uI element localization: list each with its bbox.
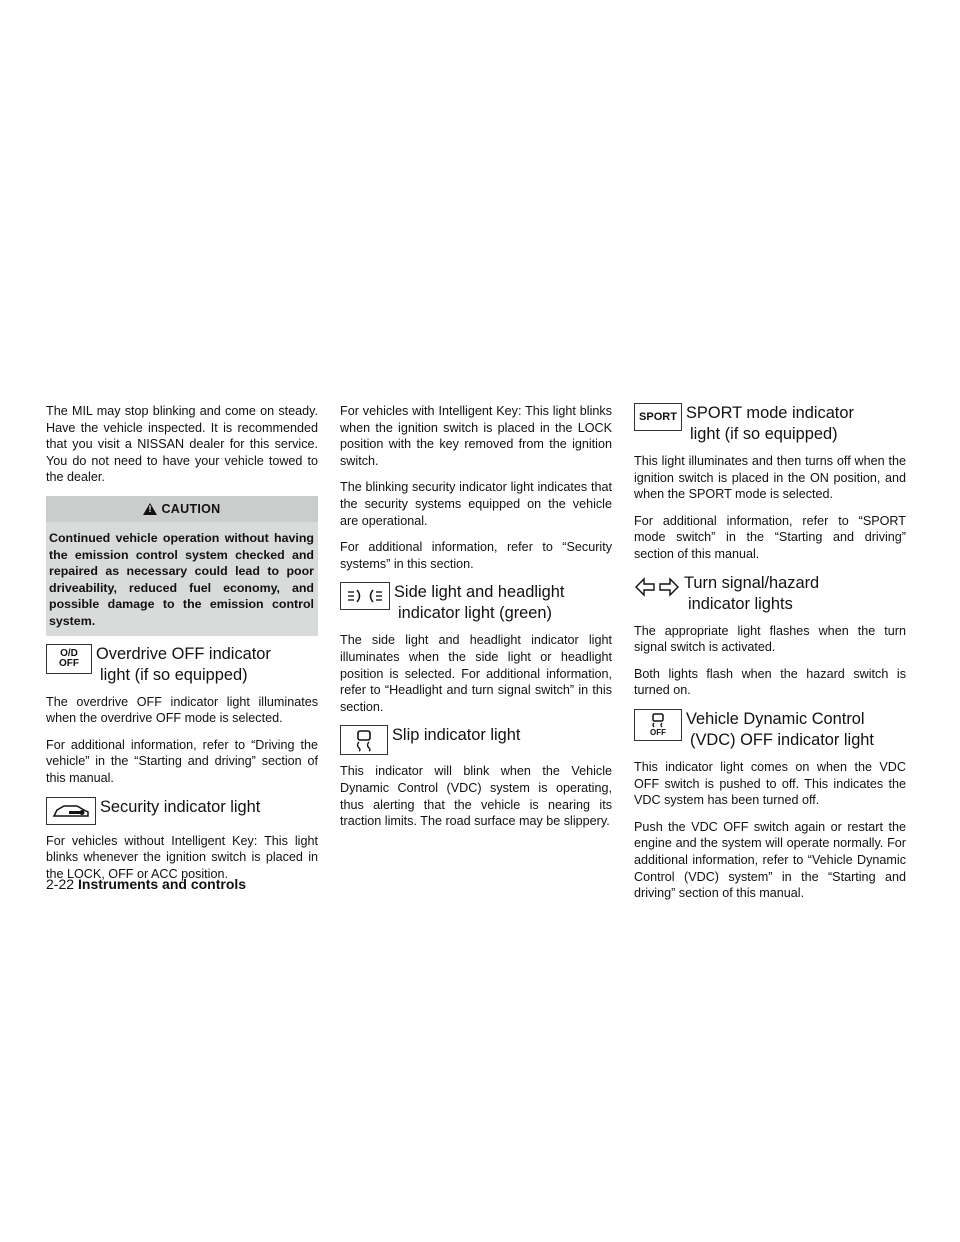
overdrive-title-line2: light (if so equipped) <box>100 665 248 684</box>
sport-mode-icon <box>634 403 682 431</box>
vdc-title-line2: (VDC) OFF indicator light <box>690 730 874 749</box>
sport-icon-label: SPORT <box>639 411 677 423</box>
security-title-line: Security indicator light <box>100 797 261 816</box>
security-paragraph-4: For additional information, refer to “Security systems” in this section. <box>340 540 612 571</box>
side-light-heading <box>340 582 612 624</box>
security-heading <box>46 797 318 825</box>
turn-signal-paragraph-1: The appropriate light flashes when the turn signal switch is activated. <box>634 623 906 655</box>
column-middle <box>340 403 612 840</box>
overdrive-off-icon <box>46 644 92 674</box>
slip-title-line: Slip indicator light <box>392 726 521 745</box>
vdc-heading <box>634 709 906 751</box>
vdc-title <box>682 709 874 751</box>
sport-paragraph-2: For additional information, refer to “SPORT mode switch” in the “Starting and driving” section of this manual. <box>634 513 906 561</box>
side-light-title <box>390 582 564 624</box>
page-footer <box>46 876 246 892</box>
turn-signal-heading <box>634 573 906 615</box>
security-paragraph-3: The blinking security indicator light indicates that the security systems equipped on the vehicle are operational. <box>340 480 612 528</box>
side-light-title-line1: Side light and headlight <box>394 583 565 602</box>
turn-signal-paragraph-2: Both lights flash when the hazard switch is turned on. <box>634 666 906 698</box>
warning-triangle-icon <box>143 503 157 515</box>
side-light-title-line2: indicator light (green) <box>398 604 552 623</box>
sport-title-line2: light (if so equipped) <box>690 425 838 443</box>
column-right <box>634 403 906 912</box>
column-left <box>46 403 318 892</box>
caution-title: CAUTION <box>161 501 221 516</box>
od-icon-line2: OFF <box>59 657 79 669</box>
overdrive-title-line1: Overdrive OFF indicator <box>96 644 271 663</box>
slip-title <box>388 725 520 755</box>
page-number: 2-22 <box>46 876 75 892</box>
security-paragraph-2: For vehicles with Intelligent Key: This light blinks when the ignition switch is placed in the LOCK position with the key removed from the ignition switch. <box>340 404 612 468</box>
vdc-off-icon <box>634 709 682 741</box>
turn-signal-title <box>680 573 819 615</box>
security-car-key-icon <box>46 797 96 825</box>
security-title <box>96 797 260 825</box>
caution-header <box>46 496 318 522</box>
overdrive-paragraph-2: For additional information, refer to “Driving the vehicle” in the “Starting and driving” section of this manual. <box>46 737 318 785</box>
section-title: Instruments and controls <box>78 876 247 892</box>
sport-heading <box>634 403 906 445</box>
overdrive-heading <box>46 644 318 686</box>
turn-signal-title-line2: indicator lights <box>688 594 793 613</box>
sport-paragraph-1: This light illuminates and then turns off when the ignition switch is placed in the ON position, and when the SPORT mode is selected. <box>634 454 906 502</box>
mil-paragraph: The MIL may stop blinking and come on steady. Have the vehicle inspected. It is recommended that you visit a NISSAN dealer for this service. You do not need to have your vehicle towed to the dealer. <box>46 404 318 485</box>
side-light-paragraph: The side light and headlight indicator light illuminates when the side light or headlight position is selected. For additional information, refer to “Headlight and turn signal switch” in this section. <box>340 633 612 714</box>
sport-title <box>682 403 854 445</box>
od-icon-line1: O/D <box>60 647 78 659</box>
security-paragraph-1: For vehicles without Intelligent Key: This light blinks whenever the ignition switch is placed in the LOCK, OFF or ACC position. <box>46 833 318 881</box>
overdrive-paragraph-1: The overdrive OFF indicator light illuminates when the overdrive OFF mode is selected. <box>46 694 318 726</box>
turn-signal-arrows-icon <box>634 573 680 601</box>
sport-title-line1: SPORT mode indicator <box>686 404 854 422</box>
vdc-paragraph-2: Push the VDC OFF switch again or restart the engine and the system will operate normally. For additional information, refer to “Vehicle Dynamic Control (VDC) system” in the “Starting and driving” section of this manual. <box>634 819 906 901</box>
caution-text: Continued vehicle operation without having the emission control system checked and repaired as necessary could lead to poor driveability, reduced fuel economy, and possible damage to the emission control system. <box>49 530 314 628</box>
overdrive-title <box>92 644 271 686</box>
vdc-paragraph-1: This indicator light comes on when the VDC OFF switch is pushed to off. This indicates the VDC system has been turned off. <box>634 759 906 808</box>
turn-signal-title-line1: Turn signal/hazard <box>684 573 820 592</box>
side-light-icon <box>340 582 390 610</box>
vdc-title-line1: Vehicle Dynamic Control <box>686 709 865 728</box>
slip-car-icon <box>340 725 388 755</box>
slip-heading <box>340 725 612 755</box>
caution-box <box>46 496 318 636</box>
slip-paragraph: This indicator will blink when the Vehicle Dynamic Control (VDC) system is operating, thus alerting that the vehicle is nearing its traction limits. The road surface may be slippery. <box>340 764 612 829</box>
vdc-icon-label: OFF <box>650 727 666 737</box>
